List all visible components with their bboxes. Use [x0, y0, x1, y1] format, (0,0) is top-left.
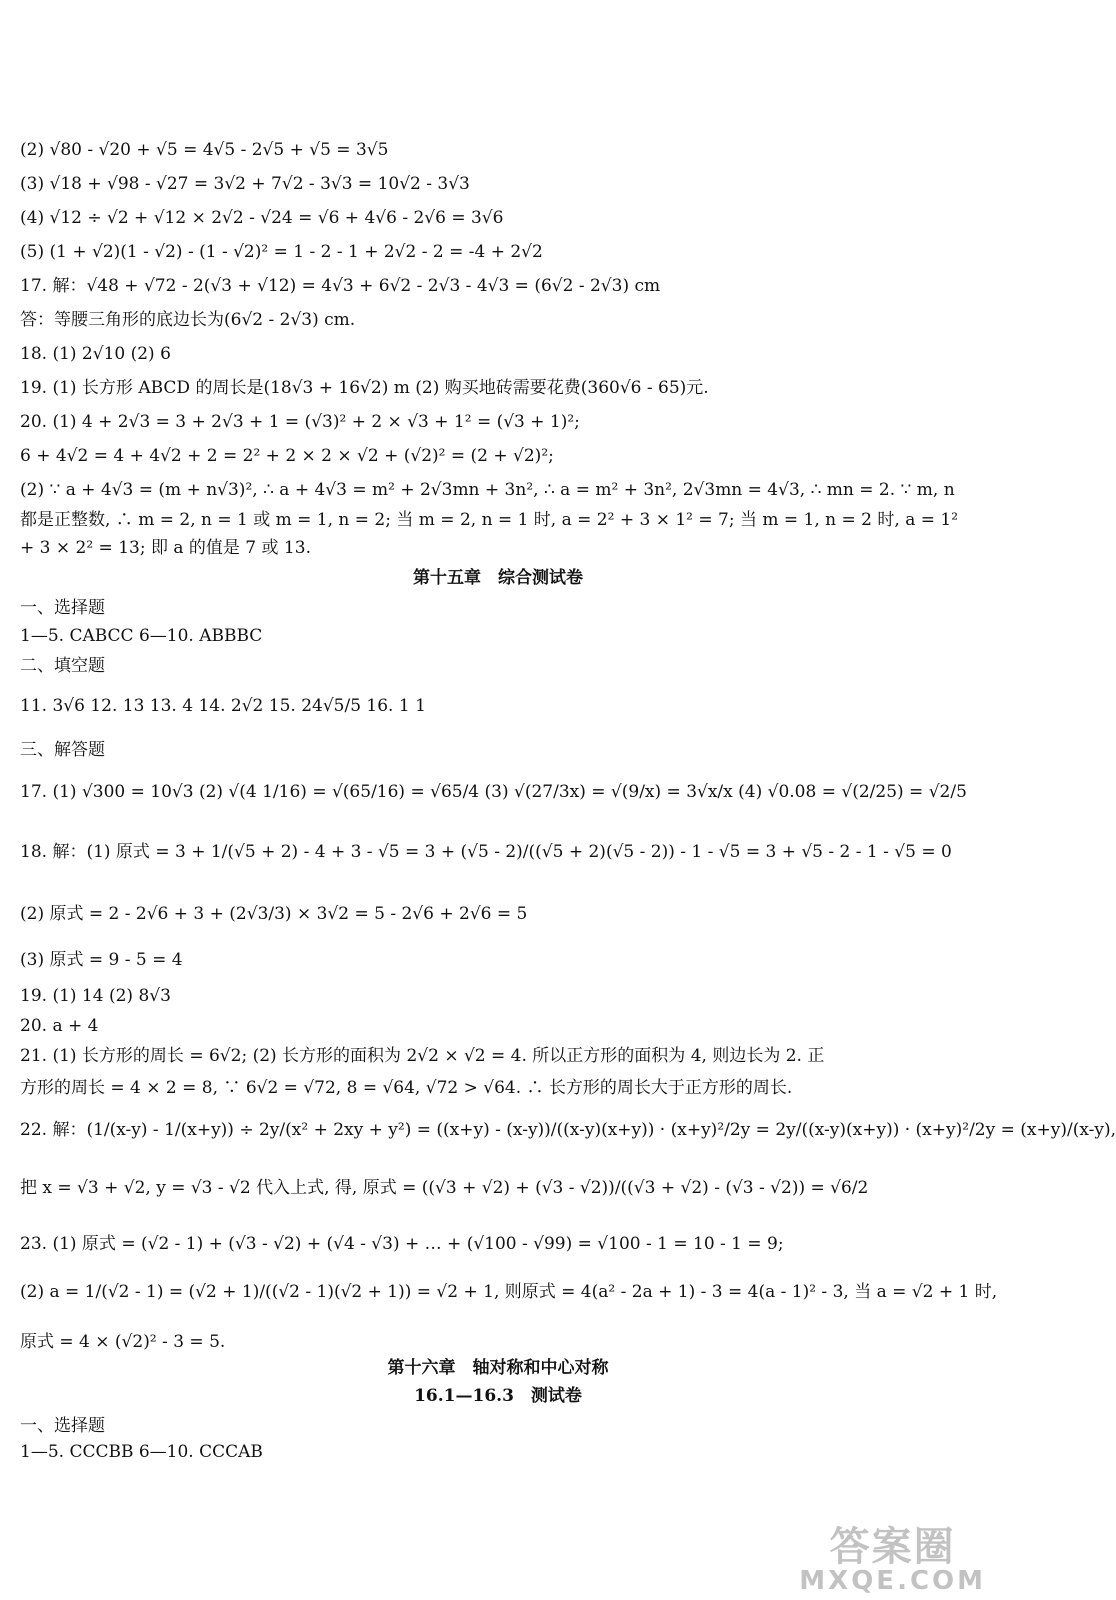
- answer-line: (4) √12 ÷ √2 + √12 × 2√2 - √24 = √6 + 4√6 - 2√6 = 3√6: [20, 208, 504, 228]
- answer-line: 23. (1) 原式 = (√2 - 1) + (√3 - √2) + (√4 - √3) + … + (√100 - √99) = √100 - 1 = 10 - 1 = 9;: [20, 1234, 784, 1254]
- answer-line: 22. 解：(1/(x-y) - 1/(x+y)) ÷ 2y/(x² + 2xy + y²) = ((x+y) - (x-y))/((x-y)(x+y)) · (x+y)²/2y = 2y/((x-y)(x+y)) · (x+y)²/2y = (x+y)/(x-y),: [20, 1120, 1116, 1140]
- answer-line: 答：等腰三角形的底边长为(6√2 - 2√3) cm.: [20, 310, 356, 330]
- answer-line: (5) (1 + √2)(1 - √2) - (1 - √2)² = 1 - 2 - 1 + 2√2 - 2 = -4 + 2√2: [20, 242, 543, 262]
- answer-line: + 3 × 2² = 13; 即 a 的值是 7 或 13.: [20, 538, 311, 558]
- answer-line: 20. a + 4: [20, 1016, 99, 1036]
- watermark-url: MXQE.COM: [799, 1566, 986, 1596]
- answer-line: (2) a = 1/(√2 - 1) = (√2 + 1)/((√2 - 1)(√2 + 1)) = √2 + 1, 则原式 = 4(a² - 2a + 1) - 3 = 4(a - 1)² - 3, 当 a = √2 + 1 时,: [20, 1282, 998, 1302]
- answer-line: 6 + 4√2 = 4 + 4√2 + 2 = 2² + 2 × 2 × √2 + (√2)² = (2 + √2)²;: [20, 446, 554, 466]
- answer-line: 17. 解：√48 + √72 - 2(√3 + √12) = 4√3 + 6√2 - 2√3 - 4√3 = (6√2 - 2√3) cm: [20, 276, 661, 296]
- answer-line: 21. (1) 长方形的周长 = 6√2; (2) 长方形的面积为 2√2 × √2 = 4. 所以正方形的面积为 4, 则边长为 2. 正: [20, 1046, 825, 1066]
- section-heading-choice: 一、选择题: [20, 598, 105, 618]
- answer-line: 19. (1) 14 (2) 8√3: [20, 986, 171, 1006]
- chapter-15-title: 第十五章 综合测试卷: [413, 568, 583, 588]
- watermark-title: 答案圈: [829, 1524, 956, 1570]
- answer-line: (2) √80 - √20 + √5 = 4√5 - 2√5 + √5 = 3√5: [20, 140, 389, 160]
- section-heading-solve: 三、解答题: [20, 740, 105, 760]
- watermark-logo: [799, 1526, 986, 1594]
- answer-line: 19. (1) 长方形 ABCD 的周长是(18√3 + 16√2) m (2) 购买地砖需要花费(360√6 - 65)元.: [20, 378, 709, 398]
- answer-line: (3) 原式 = 9 - 5 = 4: [20, 950, 183, 970]
- choice-answers: 1—5. CCCBB 6—10. CCCAB: [20, 1442, 263, 1462]
- answer-line: 都是正整数, ∴ m = 2, n = 1 或 m = 1, n = 2; 当 m = 2, n = 1 时, a = 2² + 3 × 1² = 7; 当 m = 1, n = 2 时, a = 1²: [20, 510, 959, 530]
- answer-line: 方形的周长 = 4 × 2 = 8, ∵ 6√2 = √72, 8 = √64, √72 > √64. ∴ 长方形的周长大于正方形的周长.: [20, 1078, 793, 1098]
- answer-line: (2) ∵ a + 4√3 = (m + n√3)², ∴ a + 4√3 = m² + 2√3mn + 3n², ∴ a = m² + 3n², 2√3mn = 4√3, ∴ mn = 2. ∵ m, n: [20, 480, 955, 500]
- chapter-16-subtitle: 16.1—16.3 测试卷: [414, 1386, 582, 1406]
- answer-line: 17. (1) √300 = 10√3 (2) √(4 1/16) = √(65/16) = √65/4 (3) √(27/3x) = √(9/x) = 3√x/x (4) √0.08 = √(2/25) = √2/5: [20, 782, 967, 802]
- fill-answers: 11. 3√6 12. 13 13. 4 14. 2√2 15. 24√5/5 16. 1 1: [20, 696, 426, 716]
- answer-line: 18. (1) 2√10 (2) 6: [20, 344, 171, 364]
- choice-answers: 1—5. CABCC 6—10. ABBBC: [20, 626, 263, 646]
- answer-line: 18. 解：(1) 原式 = 3 + 1/(√5 + 2) - 4 + 3 - √5 = 3 + (√5 - 2)/((√5 + 2)(√5 - 2)) - 1 - √5 = 3 + √5 - 2 - 1 - √5 = 0: [20, 842, 952, 862]
- answer-line: (3) √18 + √98 - √27 = 3√2 + 7√2 - 3√3 = 10√2 - 3√3: [20, 174, 470, 194]
- answer-line: 原式 = 4 × (√2)² - 3 = 5.: [20, 1332, 226, 1352]
- answer-line: (2) 原式 = 2 - 2√6 + 3 + (2√3/3) × 3√2 = 5 - 2√6 + 2√6 = 5: [20, 904, 528, 924]
- section-heading-choice: 一、选择题: [20, 1416, 105, 1436]
- answer-line: 把 x = √3 + √2, y = √3 - √2 代入上式, 得, 原式 = ((√3 + √2) + (√3 - √2))/((√3 + √2) - (√3 - √2)) = √6/2: [20, 1178, 869, 1198]
- answer-line: 20. (1) 4 + 2√3 = 3 + 2√3 + 1 = (√3)² + 2 × √3 + 1² = (√3 + 1)²;: [20, 412, 580, 432]
- section-heading-fill: 二、填空题: [20, 656, 105, 676]
- chapter-16-title: 第十六章 轴对称和中心对称: [387, 1358, 609, 1378]
